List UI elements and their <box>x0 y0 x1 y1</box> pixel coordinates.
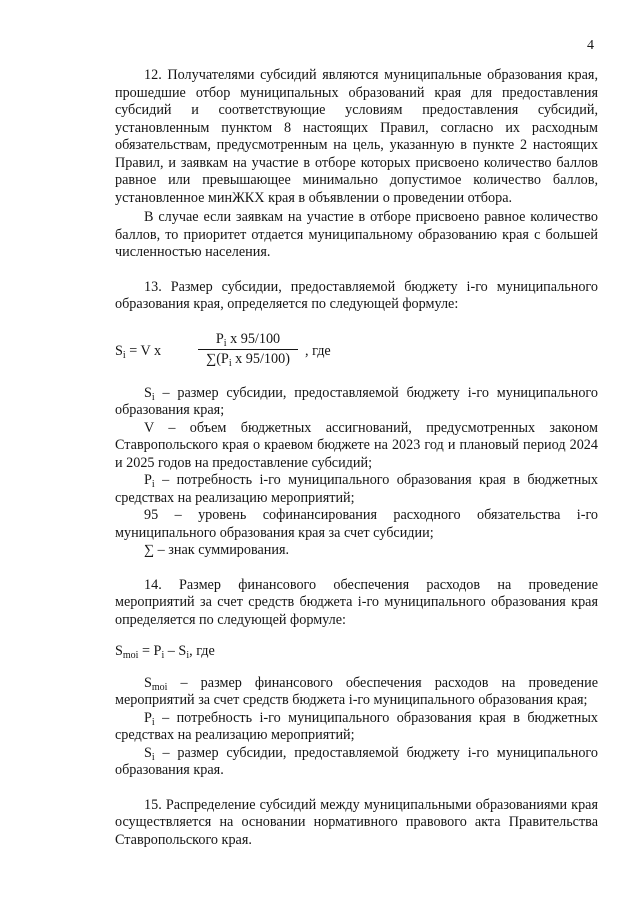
formula-denominator: $\sum(P_i$ x 95/100) <box>206 351 290 369</box>
section-12-tie-paragraph: В случае если заявкам на участие в отборе присвоено равное количество баллов, то приоритет отдается муниципальному образованию края с большей численностью населения. <box>115 209 598 260</box>
formula-numerator: $P_i$ x 95/100 <box>215 330 281 349</box>
formula-tail: , где <box>305 342 331 359</box>
definition-pi-2: $P_i$ – потребность i-го муниципального образования края в бюджетных средствах на реализацию мероприятий; <box>115 709 598 743</box>
section-14-intro: 14. Размер финансового обеспечения расходов на проведение мероприятий за счет средств бюджета i-го муниципального образования края определяется по следующей формуле: <box>115 576 598 628</box>
subsidy-formula <box>115 331 598 373</box>
section-13-intro: 13. Размер субсидии, предоставляемой бюджету i-го муниципального образования края, определяется по следующей формуле: <box>115 278 598 312</box>
definition-smoi: $S_{moi}$ – размер финансового обеспечения расходов на проведение мероприятий за счет средств бюджета i-го муниципального образования края; <box>115 674 598 708</box>
definition-si: $S_i$ – размер субсидии, предоставляемой бюджету i-го муниципального образования края; <box>115 384 598 418</box>
section-15-paragraph: 15. Распределение субсидий между муниципальными образованиями края осуществляется на основании нормативного правового акта Правительства Ставропольского края. <box>115 796 598 848</box>
formula-lhs: $S_i = V$ x <box>115 342 162 361</box>
definition-sum: ∑ – знак суммирования. <box>144 542 290 558</box>
definition-pi: $P_i$ – потребность i-го муниципального образования края в бюджетных средствах на реализацию мероприятий; <box>115 472 598 506</box>
definition-si-2: $S_i$ – размер субсидии, предоставляемой бюджету i-го муниципального образования края. <box>115 744 598 778</box>
fraction-bar <box>198 349 298 350</box>
page-number: 4 <box>587 38 594 53</box>
definition-v: V – объем бюджетных ассигнований, предусмотренных законом Ставропольского края о краевом бюджете на 2023 год и плановый период 2024 и 2025 годов на предоставление субсидий; <box>115 419 598 471</box>
co-financing-formula: $S_{moi} = P_i - S_i$, где <box>115 643 215 661</box>
section-12-paragraph: 12. Получателями субсидий являются муниципальные образования края, прошедшие отбор муниципальных образований края для предоставления субсидий и соответствующие условиям предоставления субсидий, установленным пунктом 8 настоящих Правил, согласно их расходным обязательствам, предусмотренным на цель, указанную в пункте 2 настоящих Правил, и заявкам на участие в отборе которых присвоено количество баллов равное или превышающее минимально допустимое количество баллов, установленное минЖКХ края в объявлении о проведении отбора. <box>115 67 598 206</box>
formula-fraction <box>198 331 298 369</box>
definition-95: 95 – уровень софинансирования расходного обязательства i-го муниципального образования края за счет субсидии; <box>115 507 598 541</box>
document-body <box>115 67 598 849</box>
